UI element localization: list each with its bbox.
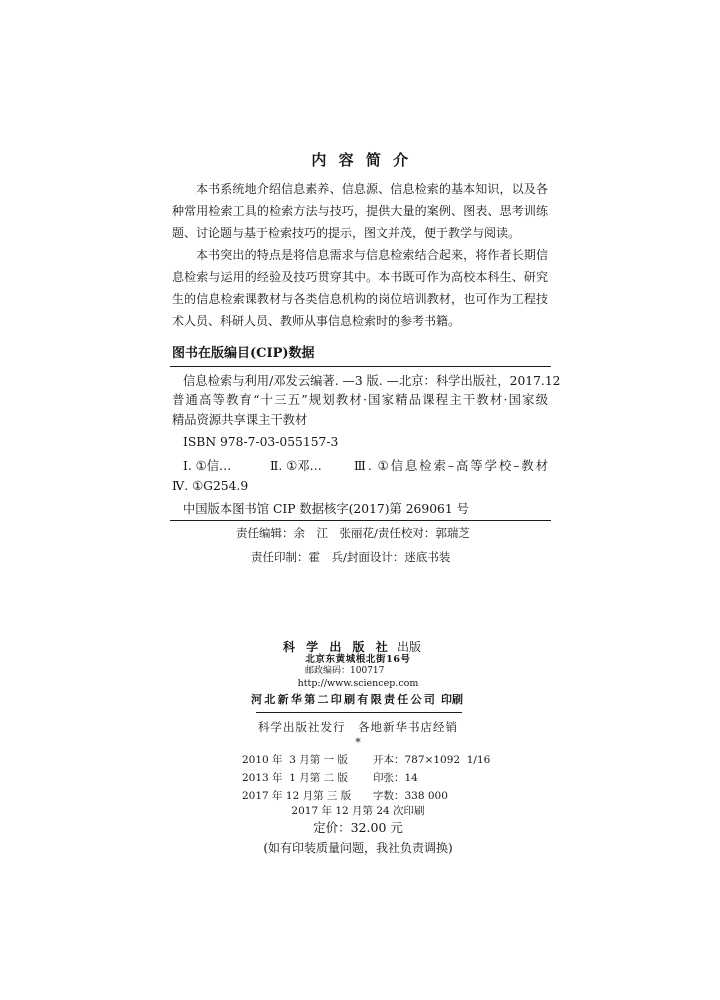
cip-classification-item: Ⅲ. ①信息检索–高等学校–教材 (354, 459, 548, 473)
summary-p2-line: 术人员、科研人员、教师从事信息检索时的参考书籍。 (172, 314, 461, 328)
summary-title: 内 容 简 介 (311, 151, 412, 169)
cip-classification-item: Ⅱ. ①邓… (270, 459, 322, 473)
summary-p2-line: 本书突出的特点是将信息需求与信息检索结合起来，将作者长期信 (196, 248, 548, 262)
cip-classification-item: Ⅳ. ①G254.9 (172, 479, 249, 493)
summary-p1-line: 题、讨论题与基于检索技巧的提示，图文并茂，便于教学与阅读。 (172, 226, 521, 240)
cip-heading: 图书在版编目(CIP)数据 (172, 346, 315, 361)
printer-rule (256, 712, 462, 713)
cip-isbn: ISBN 978-7-03-055157-3 (183, 435, 339, 449)
separator-asterisk: * (355, 736, 361, 749)
cip-record-line: 信息检索与利用/邓发云编著. —3 版. —北京：科学出版社，2017.12 (183, 374, 561, 388)
cip-record-line: 普通高等教育“十三五”规划教材·国家精品课程主干教材·国家级 (172, 393, 548, 407)
summary-p1-line: 种常用检索工具的检索方法与技巧，提供大量的案例、图表、思考训练 (172, 204, 548, 218)
edition-date: 2010 年 3 月第 一 版 (242, 754, 348, 766)
edition-spec: 字数：338 000 (373, 790, 448, 802)
staff-line-production: 责任印制：霍 兵/封面设计：迷底书装 (251, 550, 451, 564)
staff-line-editors: 责任编辑：余 江 张丽花/责任校对：郭瑞芝 (236, 526, 470, 540)
printer-name: 河北新华第二印刷有限责任公司 (251, 693, 438, 706)
publisher-website: http://www.sciencep.com (297, 678, 419, 689)
printing-info: 2017 年 12 月第 24 次印刷 (291, 805, 425, 817)
cip-record-line: 精品资源共享课主干教材 (172, 413, 308, 427)
cip-number: 中国版本图书馆 CIP 数据核字(2017)第 269061 号 (183, 502, 469, 516)
cip-classification-item: Ⅰ. ①信… (183, 459, 232, 473)
edition-date: 2017 年 12 月第 三 版 (242, 790, 352, 802)
price: 定价：32.00 元 (313, 820, 403, 835)
summary-p2-line: 息检索与运用的经验及技巧贯穿其中。本书既可作为高校本科生、研究 (172, 270, 548, 284)
summary-p2-line: 生的信息检索课教材与各类信息机构的岗位培训教材，也可作为工程技 (172, 292, 548, 306)
publisher-address: 北京东黄城根北街16号 (305, 654, 411, 665)
edition-spec: 开本：787×1092 1/16 (373, 754, 491, 766)
publisher-name: 科 学 出 版 社 (283, 640, 392, 654)
edition-date: 2013 年 1 月第 二 版 (242, 772, 348, 784)
printer-role: 印刷 (441, 693, 463, 706)
summary-p1-line: 本书系统地介绍信息素养、信息源、信息检索的基本知识，以及各 (196, 182, 548, 196)
cip-bottom-rule (170, 520, 551, 521)
publisher-postcode: 邮政编码：100717 (305, 666, 385, 676)
distribution-line: 科学出版社发行 各地新华书店经销 (258, 720, 458, 734)
cip-top-rule (170, 366, 551, 367)
quality-notice: (如有印装质量问题，我社负责调换) (263, 841, 453, 855)
edition-spec: 印张：14 (373, 772, 418, 784)
publisher-role: 出版 (397, 640, 422, 654)
